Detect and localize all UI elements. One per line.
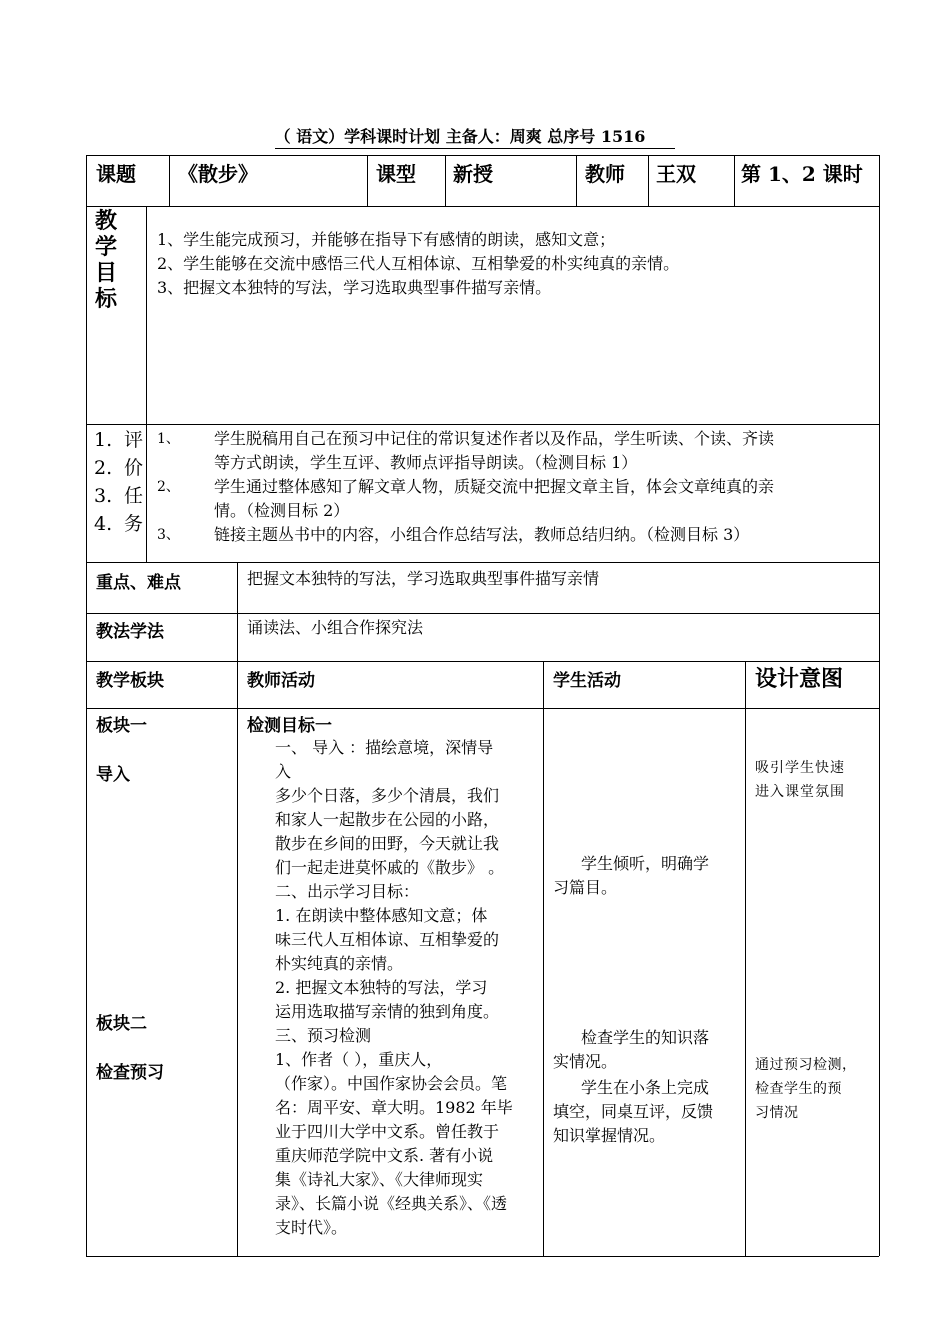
- student-activity-check: 检查学生的知识落 实情况。: [553, 1028, 710, 1071]
- col-header-block: 教学板块: [96, 671, 164, 691]
- assessment-label: 1. 评 2. 价 3. 任 4. 务: [94, 429, 144, 535]
- col-divider: [745, 661, 746, 1256]
- objective-item: 1、学生能完成预习，并能够在指导下有感情的朗读，感知文意；: [157, 230, 616, 249]
- row-divider: [86, 206, 879, 207]
- row-divider: [86, 424, 879, 425]
- table-border-right: [879, 155, 880, 1256]
- key-points-label: 重点、难点: [96, 573, 181, 593]
- table-border-left: [86, 155, 87, 1256]
- col-header-student: 学生活动: [553, 671, 621, 691]
- block-one-name: 板块一: [96, 716, 147, 736]
- assessment-item: 2、 学生通过整体感知了解文章人物，质疑交流中把握文章主旨，体会文章纯真的亲 情。（检测目标 2）: [157, 477, 775, 520]
- col-header-teacher: 教师活动: [247, 671, 315, 691]
- assessment-item: 1、 学生脱稿用自己在预习中记住的常识复述作者以及作品，学生听读、个读、齐读 等方式朗读，学生互评、教师点评指导朗读。（检测目标 1）: [157, 429, 775, 472]
- topic-value: 《散步》: [178, 162, 258, 186]
- teacher-activity-heading: 检测目标一: [247, 716, 332, 736]
- row-divider: [86, 562, 879, 563]
- design-intent-two: 通过预习检测， 检查学生的预 习情况: [755, 1057, 857, 1121]
- table-border-bottom: [86, 1256, 879, 1257]
- key-points-value: 把握文本独特的写法，学习选取典型事件描写亲情: [247, 569, 600, 588]
- teacher-activity-text: 一、 导入 ：描绘意境，深情导 入 多少个日落，多少个清晨，我们 和家人一起散步在公园的小路， 散步在乡间的田野，今天就让我 们一起走进莫怀戚的《散步》 。 二、出示学习目标： 1. 在朗读中整体感知文意；体 味三代人互相体谅、互相挚爱的 朴实纯真的亲情。 2. 把握文本独特的写法，学习 运用选取描写亲情的独到角度。 三、预习检测 1、作者（ ），重庆人， （作家）。中国作家协会会员。笔 名：周平安、章大明。1982 年毕 业于四川大学中文系。曾任教于 重庆师范学院中文系. 著有小说 集《诗礼大家》、《大律师现实 录》、长篇小说《经典关系》、《透 支时代》。: [275, 738, 513, 1237]
- col-divider: [146, 206, 147, 424]
- objectives-list: [157, 228, 872, 300]
- col-divider: [237, 562, 238, 661]
- student-activity-listen: 学生倾听，明确学 习篇目。: [553, 854, 710, 897]
- block-two-name: 板块二: [96, 1014, 147, 1034]
- objectives-label: 教 学 目 标: [95, 208, 118, 312]
- teacher-label: 教师: [585, 162, 625, 186]
- col-divider: [169, 155, 170, 206]
- row-divider: [86, 708, 879, 709]
- assessment-list: [157, 427, 877, 547]
- col-divider: [146, 424, 147, 562]
- design-intent-one: 吸引学生快速 进入课堂氛围: [755, 760, 845, 800]
- col-divider: [367, 155, 368, 206]
- period: 第 1、2 课时: [741, 162, 863, 186]
- block-two-sub: 检查预习: [96, 1063, 164, 1083]
- block-one-sub: 导入: [96, 765, 130, 785]
- col-header-design: 设计意图: [755, 667, 844, 692]
- objective-item: 3、把握文本独特的写法，学习选取典型事件描写亲情。: [157, 278, 552, 297]
- type-label: 课型: [376, 162, 416, 186]
- col-divider: [734, 155, 735, 206]
- col-divider: [237, 661, 238, 1256]
- teacher-value: 王双: [656, 162, 696, 186]
- methods-label: 教法学法: [96, 622, 164, 642]
- col-divider: [648, 155, 649, 206]
- student-activity-fill: 学生在小条上完成 填空，同桌互评，反馈 知识掌握情况。: [553, 1078, 714, 1145]
- row-divider: [86, 613, 879, 614]
- objective-item: 2、学生能够在交流中感悟三代人互相体谅、互相挚爱的朴实纯真的亲情。: [157, 254, 680, 273]
- table-border-top: [86, 155, 879, 156]
- type-value: 新授: [453, 162, 493, 186]
- col-divider: [576, 155, 577, 206]
- methods-value: 诵读法、小组合作探究法: [247, 618, 424, 637]
- col-divider: [445, 155, 446, 206]
- page-title: （ 语文）学科课时计划 主备人：周爽 总序号 1516: [0, 124, 950, 149]
- col-divider: [543, 661, 544, 1256]
- topic-label: 课题: [96, 162, 136, 186]
- assessment-item: 3、 链接主题丛书中的内容，小组合作总结写法，教师总结归纳。（检测目标 3）: [157, 525, 750, 544]
